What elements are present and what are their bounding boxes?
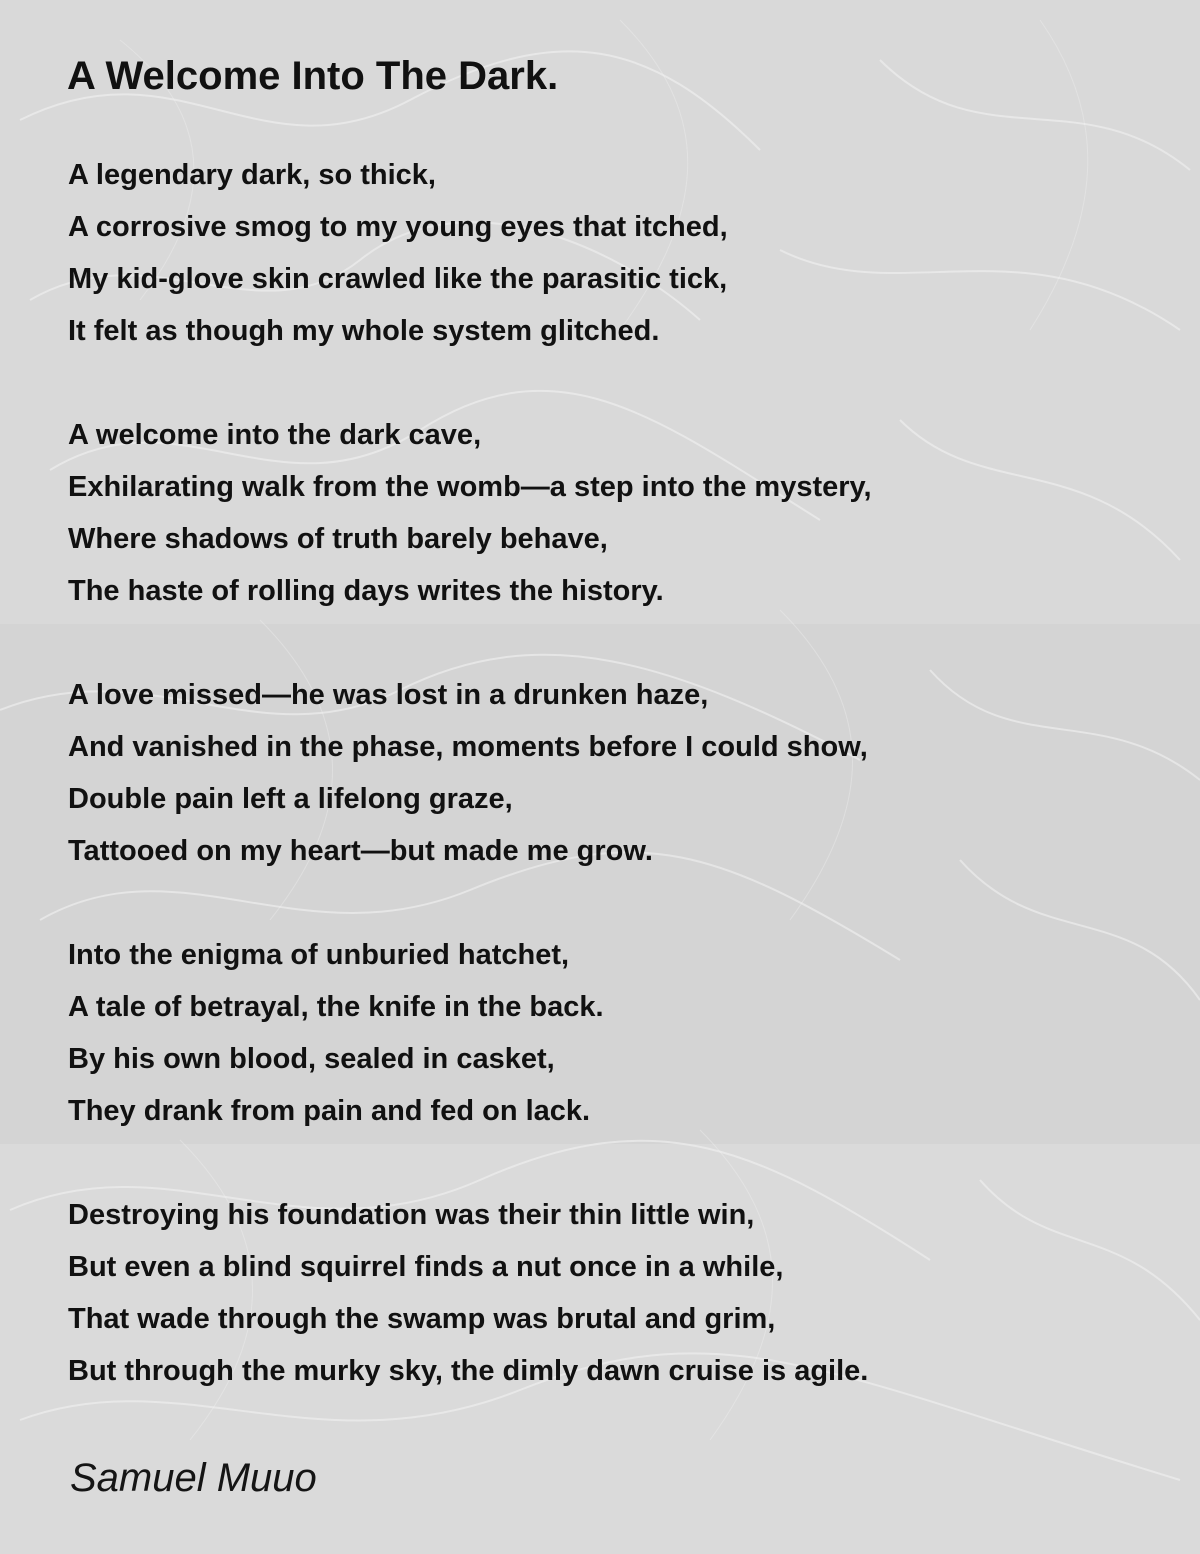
poem-line: Exhilarating walk from the womb—a step into the mystery, [68, 471, 872, 503]
poem-line: But through the murky sky, the dimly dawn cruise is agile. [68, 1355, 869, 1387]
poem-line: It felt as though my whole system glitched. [68, 315, 660, 347]
poem-line: My kid-glove skin crawled like the parasitic tick, [68, 263, 728, 295]
poem-line: But even a blind squirrel finds a nut once in a while, [68, 1251, 784, 1283]
poem-line: Where shadows of truth barely behave, [68, 523, 608, 555]
poem-title: A Welcome Into The Dark. [67, 54, 559, 98]
poem-line: A legendary dark, so thick, [68, 159, 436, 191]
poem-line: By his own blood, sealed in casket, [68, 1043, 555, 1075]
poem-line: Destroying his foundation was their thin little win, [68, 1199, 755, 1231]
poem-line: A welcome into the dark cave, [68, 419, 482, 451]
poem-line: A love missed—he was lost in a drunken haze, [68, 679, 709, 711]
poem-line: Double pain left a lifelong graze, [68, 783, 513, 815]
poem-line: And vanished in the phase, moments before I could show, [68, 731, 868, 763]
stanza [68, 409, 1168, 617]
poem-body [68, 149, 1168, 1449]
stanza [68, 1189, 1168, 1397]
stanza [68, 669, 1168, 877]
poem-line: A tale of betrayal, the knife in the back. [68, 991, 604, 1023]
poem-line: Tattooed on my heart—but made me grow. [68, 835, 653, 867]
poem-line: That wade through the swamp was brutal and grim, [68, 1303, 776, 1335]
poem-line: The haste of rolling days writes the history. [68, 575, 664, 607]
poem-line: A corrosive smog to my young eyes that itched, [68, 211, 728, 243]
poem-line: Into the enigma of unburied hatchet, [68, 939, 570, 971]
stanza [68, 149, 1168, 357]
stanza [68, 929, 1168, 1137]
author-name: Samuel Muuo [70, 1456, 317, 1500]
poem-line: They drank from pain and fed on lack. [68, 1095, 591, 1127]
